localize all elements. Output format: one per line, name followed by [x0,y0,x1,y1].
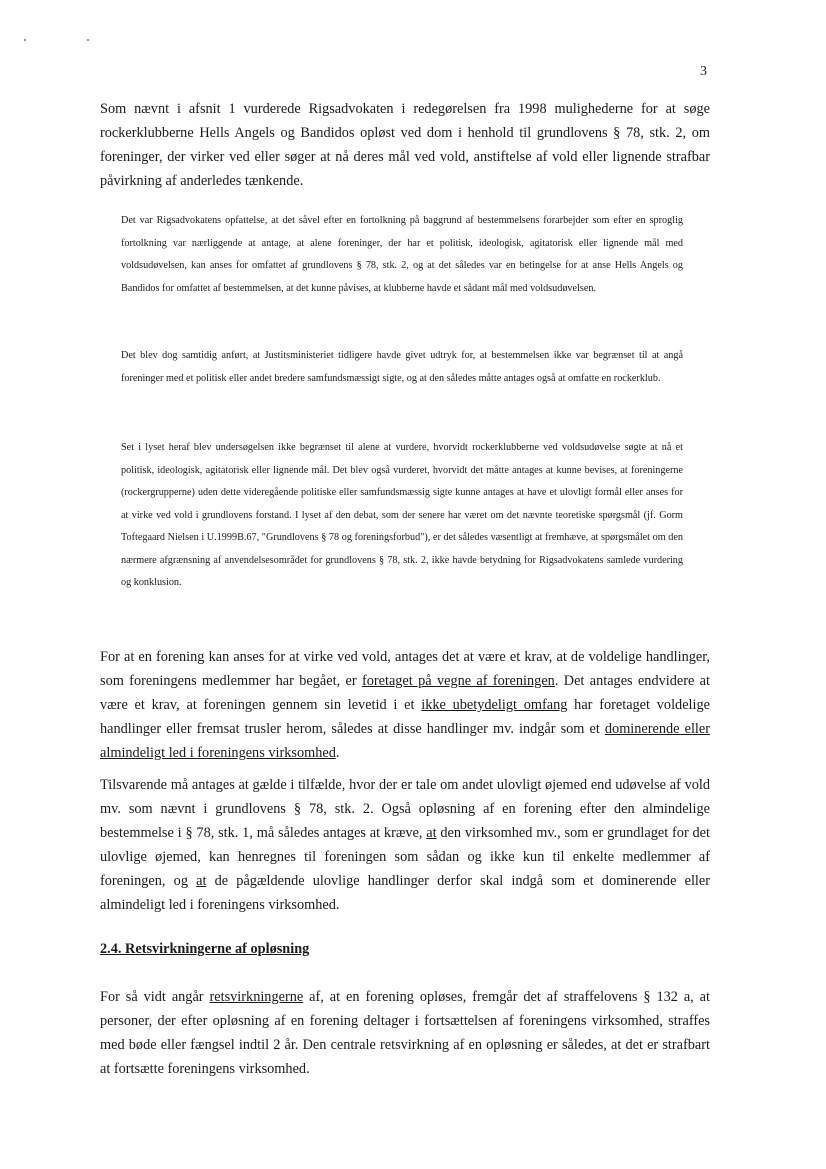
text-run: den virksomhed mv., som er grundlaget for det ulovlige øjemed, kan henregnes til foreningen som sådan og ikke kun til enkelte medlemmer af foreningen, og [100,825,710,889]
section-heading: 2.4. Retsvirkningerne af opløsning [100,941,310,957]
quote-paragraph-2: Det blev dog samtidig anført, at Justitsministeriet tidligere havde givet udtryk for, at bestemmelsen ikke var begrænset til at angå foreninger med et politisk eller andet bredere samfundsmæssigt sigte, og at den således måtte antages også at omfatte en rockerklub. [121,350,683,384]
underlined-word: at [426,825,437,841]
underlined-word: retsvirkningerne [209,989,304,1005]
quote-paragraph-1: Det var Rigsadvokatens opfattelse, at det såvel efter en fortolkning på baggrund af bestemmelsens forarbejder som efter en sproglig fortolkning var nærliggende at antage, at alene foreninger, der har et politisk, ideologisk, agitatorisk eller lignende mål med voldsudøvelsen, kan anses for omfattet af grundlovens § 78, stk. 2, og at det således var en betingelse for at anse Hells Angels og Bandidos for omfattet af bestemmelsen, at det kunne påvises, at klubberne havde et sådant mål med voldsudøvelsen. [121,215,683,294]
text-run: af, at en forening opløses, fremgår det af straffelovens § 132 a, at personer, der efter opløsning af en forening deltager i fortsættelsen af foreningens virksomhed, straffes med bøde eller fængsel indtil 2 år. Den centrale retsvirkning af en opløsning er således, at det er strafbart at fortsætte foreningens virksomhed. [100,989,710,1077]
paragraph-intro: Som nævnt i afsnit 1 vurderede Rigsadvokaten i redegørelsen fra 1998 mulighederne for at søge rockerklubberne Hells Angels og Bandidos opløst ved dom i henhold til grundlovens § 78, stk. 2, om foreninger, der virker ved eller søger at nå deres mål ved vold, anstiftelse af vold eller lignende strafbar påvirkning af anderledes tænkende. [100,101,710,189]
text-run: . [335,745,340,761]
paragraph-violence-criteria [100,645,710,765]
paragraph-legal-effects [100,985,710,1081]
text-run: Tilsvarende må antages at gælde i tilfælde, hvor der er tale om andet ulovligt øjemed end udøvelse af vold mv. som nævnt i grundlovens § 78, stk. 2. Også opløsning af en forening efter den almindelige bestemmelse i § 78, stk. 1, må således antages at kræve, [100,777,710,841]
text-run: For at en forening kan anses for at virke ved vold, antages det at være et krav, at de voldelige handlinger, som foreningens medlemmer har begået, er [100,649,710,689]
text-run: . Det antages endvidere at være et krav, at foreningen gennem sin levetid i et [100,673,710,713]
underlined-phrase: dominerende eller almindeligt led i foreningens virksomhed [100,721,710,761]
underlined-word: at [196,873,207,889]
page-number: 3 [700,64,707,79]
paragraph-unlawful-purpose [100,773,710,917]
text-run: For så vidt angår [100,989,210,1005]
scan-speck [24,39,26,41]
text-run: de pågældende ulovlige handlinger derfor skal indgå som et dominerende eller almindeligt led i foreningens virksomhed. [100,873,710,913]
text-run: har foretaget voldelige handlinger eller fremsat trusler herom, således at disse handlinger mv. indgår som et [100,697,710,737]
scan-speck [87,39,89,41]
underlined-phrase: foretaget på vegne af foreningen [361,673,555,689]
underlined-phrase: ikke ubetydeligt omfang [421,697,568,713]
quote-paragraph-3: Set i lyset heraf blev undersøgelsen ikke begrænset til alene at vurdere, hvorvidt rockerklubberne ved voldsudøvelse søgte at nå et politisk, ideologisk, agitatorisk eller lignende mål. Det blev også vurderet, hvorvidt det måtte antages at kunne bevises, at foreningerne (rockergrupperne) uden dette videregående politiske eller samfundsmæssig sigte kunne antages at have et ulovligt formål eller anses for at virke ved vold i grundlovens forstand. I lyset af den debat, som der senere har været om det nævnte teoretiske spørgsmål (jf. Gorm Toftegaard Nielsen i U.1999B.67, "Grundlovens § 78 og foreningsforbud"), er det således væsentligt at fremhæve, at spørgsmålet om den nærmere afgrænsning af anvendelsesområdet for grundlovens § 78, stk. 2, ikke havde betydning for Rigsadvokatens samlede vurdering og konklusion. [121,442,683,588]
